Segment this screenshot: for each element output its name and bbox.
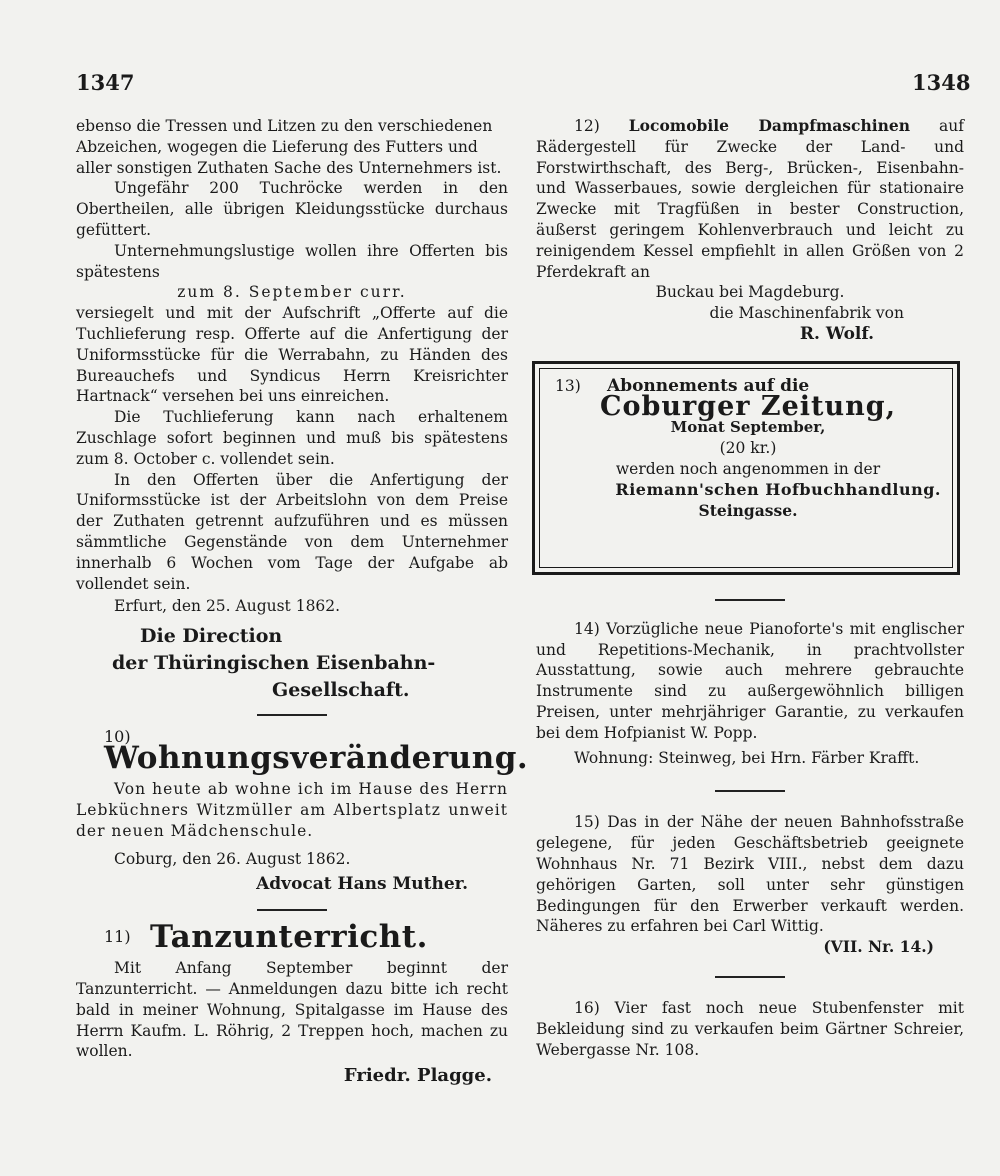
ad-signature: Friedr. Plagge. [343, 1065, 492, 1087]
ad-street: Steingasse. [698, 500, 798, 520]
ad-title: Tanzunterricht. [150, 919, 428, 956]
ad-body [536, 116, 964, 282]
divider [257, 909, 327, 911]
ad-number: 15) [574, 813, 600, 832]
ad-text: Das in der Nähe der neuen Bahnhofsstraße gelegene, für jeden Geschäftsbetrieb geeignete Wohnhaus Nr. 71 Bezirk VIII., nebst dem dazu gehörigen Garten, soll unter sehr günstigen Bedingungen für den Erwerber verkauft werden. Näheres zu erfahren bei Carl Wittig. [536, 813, 964, 936]
ad-number: 13) [555, 376, 581, 395]
right-column [536, 116, 964, 1060]
ad-text: Vorzügliche neue Pianoforte's mit englischer und Repetitions-Mechanik, in prachtvollster Ausstattung, sowie auch mehrere gebrauchte Instrumente sind zu außergewöhnlich billigen Preisen, unter mehrjähriger Garantie, zu verkaufen bei dem Hofpianist W. Popp. [536, 619, 964, 742]
signature-line: Gesellschaft. [272, 679, 410, 702]
ad-line: werden noch angenommen in der [615, 459, 881, 478]
ad-line: Monat September, [670, 418, 826, 437]
deadline-date: zum 8. September curr. [177, 283, 407, 302]
text-line: ebenso die Tressen und Litzen zu den verschiedenen [76, 117, 493, 135]
page-number-left: 1347 [76, 70, 135, 95]
ad-heading [76, 919, 508, 956]
divider [715, 790, 785, 792]
ad-13-framed-box [532, 361, 960, 575]
ad-price: (20 kr.) [719, 439, 777, 458]
ad-heading [76, 726, 529, 777]
ad-body: Von heute ab wohne ich im Hause des Herrn Lebküchners Witzmüller am Albertsplatz unweit der neuen Mädchenschule. [76, 779, 508, 840]
paragraph: versiegelt und mit der Aufschrift „Offerte auf die Tuchlieferung resp. Offerte auf die Anfertigung der Uniformsstücke für die Werrabahn, zu Händen des Bureauchefs und Syndicus Herrn Kreisrichter Hartnack“ versehen bei uns einreichen. [76, 304, 508, 406]
text-line: aller sonstigen Zuthaten Sache des Unternehmers ist. [76, 158, 502, 177]
paragraph: Ungefähr 200 Tuchröcke werden in den Obertheilen, alle übrigen Kleidungsstücke durchaus gefüttert. [76, 179, 508, 239]
ad-text: Vier fast noch neue Stubenfenster mit Bekleidung sind zu verkaufen beim Gärtner Schreier, Webergasse Nr. 108. [536, 998, 964, 1059]
place-date: Coburg, den 26. August 1862. [114, 850, 351, 869]
ad-bookshop: Riemann'schen Hofbuchhandlung. [615, 479, 941, 499]
ad-text: auf Rädergestell für Zwecke der Land- und Forstwirthschaft, des Berg-, Brücken-, Eisenbahn- und Wasserbaues, sowie dergleichen für stationaire Zwecke mit Tragfüßen in bester Construction, äußerst geringem Kohlenverbrauch und leicht zu reinigendem Kessel empfiehlt in allen Größen von 2 Pferdekraft an [536, 117, 964, 281]
ad-place: Buckau bei Magdeburg. [655, 283, 845, 302]
ad-number: 10) [104, 726, 131, 746]
ad-number: 16) [574, 998, 600, 1017]
text-line: Abzeichen, wogegen die Lieferung des Futters und [76, 137, 478, 156]
ad-number: 14) [574, 619, 600, 638]
ad-number: 12) [574, 117, 600, 135]
paragraph: In den Offerten über die Anfertigung der Uniformsstücke ist der Arbeitslohn von dem Preise der Zuthaten getrennt aufzuführen und es müssen sämmtliche Gegenstände von dem Unternehmer innerhalb 6 Wochen vom Tage der Aufgabe ab vollendet sein. [76, 470, 508, 593]
ad-12 [536, 116, 964, 345]
paragraph: Die Tuchlieferung kann nach erhaltenem Zuschlage sofort beginnen und muß bis spätestens zum 8. October c. vollendet sein. [76, 408, 508, 468]
ad-title: Wohnungsveränderung. [104, 740, 529, 777]
ad-number: 11) [104, 927, 131, 947]
ad-signature-name: R. Wolf. [799, 323, 874, 344]
divider [257, 714, 327, 716]
ad-signature: Advocat Hans Muther. [256, 874, 468, 895]
ad-signature-text: die Maschinenfabrik von [709, 304, 904, 323]
ad-reference: (VII. Nr. 14.) [823, 937, 934, 957]
page-number-right: 1348 [912, 70, 971, 95]
signature-line: Die Direction [140, 625, 283, 648]
signature-line: der Thüringischen Eisenbahn- [112, 652, 436, 675]
ad-body: Mit Anfang September beginnt der Tanzunterricht. — Anmeldungen dazu bitte ich recht bald in meiner Wohnung, Spitalgasse im Hause des Herrn Kaufm. L. Röhrig, 2 Treppen hoch, machen zu wollen. [76, 959, 508, 1061]
ad-signature [536, 303, 964, 324]
ad-title: Abonnements auf die [607, 375, 810, 396]
ad-14 [536, 619, 964, 769]
ad-body [536, 812, 964, 937]
ad-10 [76, 726, 529, 895]
signature-block [76, 623, 508, 704]
ad-title: Locomobile Dampfmaschinen [628, 116, 911, 135]
paragraph: Unternehmungslustige wollen ihre Offerten bis spätestens [76, 241, 508, 281]
ad-16 [536, 998, 964, 1060]
ad-body [536, 619, 964, 744]
ad-11 [76, 919, 508, 1087]
divider [715, 599, 785, 601]
ad-15 [536, 812, 964, 958]
ad-address: Wohnung: Steinweg, bei Hrn. Färber Krafft. [574, 748, 920, 767]
newspaper-name: Coburger Zeitung, [599, 390, 897, 422]
place-date: Erfurt, den 25. August 1862. [114, 597, 341, 616]
left-column [76, 116, 529, 1087]
ad-body [536, 998, 964, 1060]
divider [715, 976, 785, 978]
